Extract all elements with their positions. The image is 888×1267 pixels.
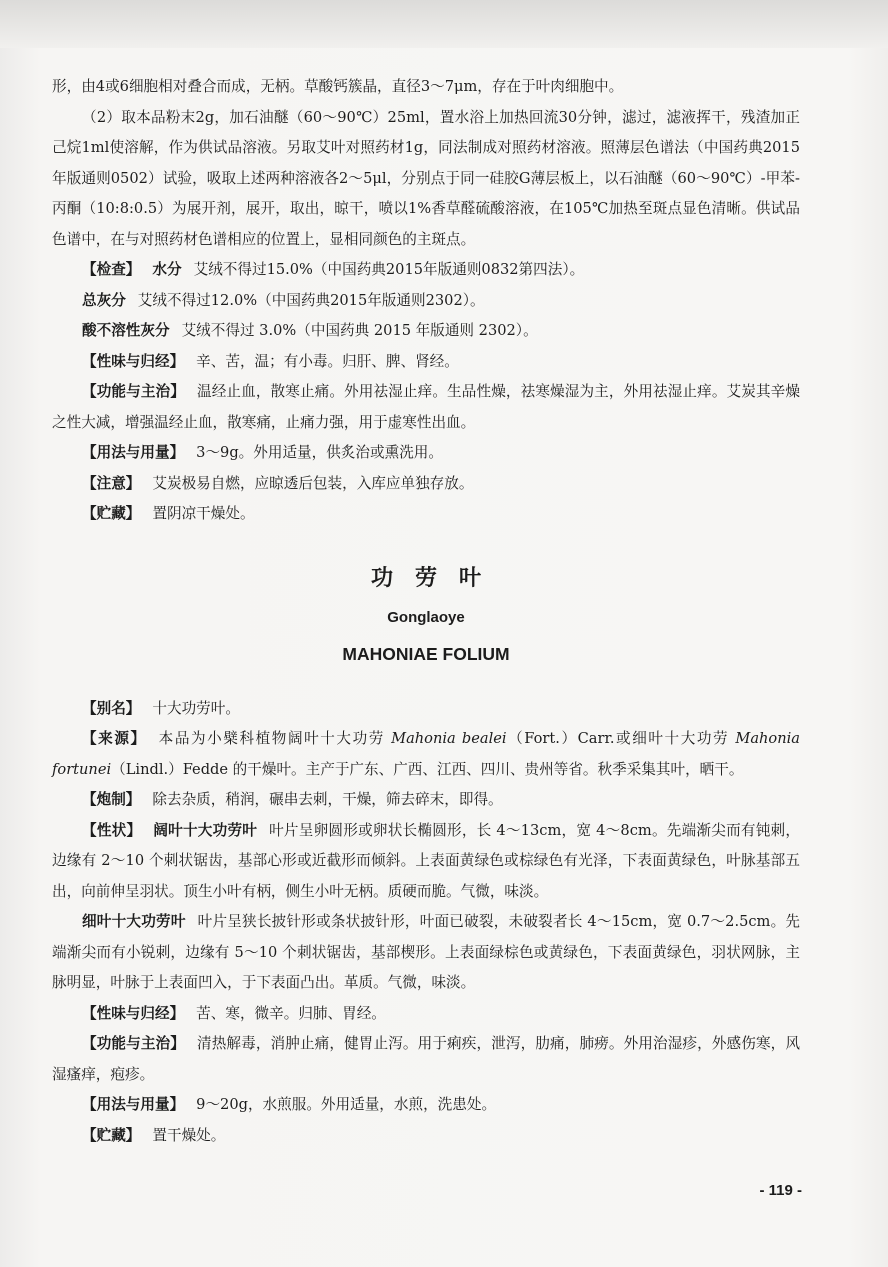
source-label: 【来源】: [82, 730, 147, 747]
process-entry: [52, 785, 800, 816]
paragraph-continuation: 形，由4或6细胞相对叠合而成，无柄。草酸钙簇晶，直径3～7μm，存在于叶肉细胞中。: [52, 78, 624, 95]
check-label: 【检查】: [82, 261, 141, 278]
note-entry: [52, 469, 800, 500]
characters-subtitle-1: 阔叶十大功劳叶: [153, 821, 258, 839]
source-text-2: （Fort.）Carr.或细叶十大功劳: [506, 730, 730, 747]
function-entry-2: [52, 1029, 800, 1090]
nature-text: 辛、苦，温；有小毒。归肝、脾、肾经。: [196, 352, 459, 370]
nature-entry: [52, 347, 800, 378]
usage-entry-2: [52, 1090, 800, 1121]
moisture-text: 艾绒不得过15.0%（中国药典2015年版通则0832第四法）。: [193, 261, 585, 278]
characters-entry-2: [52, 907, 800, 999]
check-acid-ash: [52, 316, 800, 347]
acid-ash-label: 酸不溶性灰分: [82, 322, 170, 339]
usage-entry: [52, 438, 800, 469]
storage-label-2: 【贮藏】: [82, 1126, 141, 1144]
alias-text: 十大功劳叶。: [152, 699, 240, 717]
usage-text-2: 9～20g，水煎服。外用适量，水煎，洗患处。: [196, 1096, 497, 1113]
storage-entry-2: [52, 1121, 800, 1152]
characters-text-1: 叶片呈卵圆形或卵状长椭圆形，长 4～13cm，宽 4～8cm。先端渐尖而有钝刺，边缘有 2～10 个刺状锯齿，基部心形或近截形而倾斜。上表面黄绿色或棕绿色有光泽，下表面黄绿色，叶脉基部五出，向前伸呈羽状。顶生小叶有柄，侧生小叶无柄。质硬而脆。气微，味淡。: [52, 821, 800, 900]
source-text-3: （Lindl.）Fedde 的干燥叶。主产于广东、广西、江西、四川、贵州等省。秋季采集其叶，晒干。: [111, 760, 744, 778]
usage-text: 3～9g。外用适量，供炙治或熏洗用。: [196, 444, 443, 461]
function-text-2: 清热解毒，消肿止痛，健胃止泻。用于痢疾，泄泻，肋痛，肺痨。外用治湿疹，外感伤寒，风湿瘙痒，疱疹。: [52, 1035, 800, 1083]
storage-label: 【贮藏】: [82, 505, 141, 522]
function-entry: [52, 377, 800, 438]
paragraph-tlc-identification: （2）取本品粉末2g，加石油醚（60～90℃）25ml，置水浴上加热回流30分钟，滤过，滤液挥干，残渣加正己烷1ml使溶解，作为供试品溶液。另取艾叶对照药材1g，同法制成对照药材溶液。照薄层色谱法（中国药典2015年版通则0502）试验，吸取上述两种溶液各2～5μl，分别点于同一硅胶G薄层板上，以石油醚（60～90℃）-甲苯-丙酮（10:8:0.5）为展开剂，展开，取出，晾干，喷以1%香草醛硫酸溶液，在105℃加热至斑点显色清晰。供试品色谱中，在与对照药材色谱相应的位置上，显相同颜色的主斑点。: [52, 108, 800, 248]
note-text: 艾炭极易自燃，应晾透后包装，入库应单独存放。: [152, 474, 474, 492]
storage-text-2: 置干燥处。: [152, 1126, 226, 1144]
usage-label: 【用法与用量】: [82, 444, 185, 461]
note-label: 【注意】: [82, 474, 141, 492]
ash-text: 艾绒不得过12.0%（中国药典2015年版通则2302）。: [137, 291, 485, 309]
scan-shadow: [0, 0, 888, 48]
characters-subtitle-2: 细叶十大功劳叶: [82, 913, 186, 930]
function-text: 温经止血，散寒止痛。外用祛湿止痒。生品性燥，祛寒燥湿为主，外用祛湿止痒。艾炭其辛燥之性大减，增强温经止血，散寒痛，止痛力强，用于虚寒性出血。: [52, 383, 800, 431]
monograph-title: 功劳叶: [370, 565, 503, 591]
nature-entry-2: [52, 999, 800, 1030]
nature-label-2: 【性味与归经】: [82, 1004, 185, 1022]
ash-label: 总灰分: [82, 291, 126, 309]
page-content: [52, 72, 800, 1151]
characters-label: 【性状】: [82, 821, 142, 839]
monograph-latin-name: MAHONIAE FOLIUM: [342, 643, 510, 664]
process-text: 除去杂质，稍润，碾串去刺，干燥，筛去碎末，即得。: [152, 791, 503, 808]
monograph-pinyin: Gonglaoye: [387, 608, 465, 626]
characters-entry-1: [52, 816, 800, 908]
storage-entry: [52, 499, 800, 530]
alias-label: 【别名】: [82, 699, 141, 717]
process-label: 【炮制】: [82, 791, 141, 808]
characters-text-2: 叶片呈狭长披针形或条状披针形，叶面已破裂，未破裂者长 4～15cm，宽 0.7～2.5cm。先端渐尖而有小锐刺，边缘有 5～10 个刺状锯齿，基部楔形。上表面绿棕色或黄绿色，下表面黄绿色，羽状网脉，主脉明显，叶脉于上表面凹入，于下表面凸出。革质。气微，味淡。: [52, 913, 800, 991]
function-label-2: 【功能与主治】: [82, 1035, 185, 1052]
species-name-1: Mahonia bealei: [391, 730, 507, 747]
source-entry: [52, 724, 800, 785]
source-text-1: 本品为小檗科植物阔叶十大功劳: [158, 730, 385, 747]
moisture-label: 水分: [152, 261, 182, 278]
nature-text-2: 苦、寒，微辛。归肺、胃经。: [196, 1004, 386, 1022]
check-total-ash: [52, 286, 800, 317]
nature-label: 【性味与归经】: [82, 352, 185, 370]
acid-ash-text: 艾绒不得过 3.0%（中国药典 2015 年版通则 2302）。: [181, 322, 538, 339]
usage-label-2: 【用法与用量】: [82, 1096, 185, 1113]
check-moisture: [52, 255, 800, 286]
species-name-2: Mahonia fortunei: [52, 730, 800, 778]
function-label: 【功能与主治】: [82, 383, 185, 400]
alias-entry: [52, 694, 800, 725]
storage-text: 置阴凉干燥处。: [152, 505, 255, 522]
page-number: - 119 -: [759, 1182, 802, 1199]
